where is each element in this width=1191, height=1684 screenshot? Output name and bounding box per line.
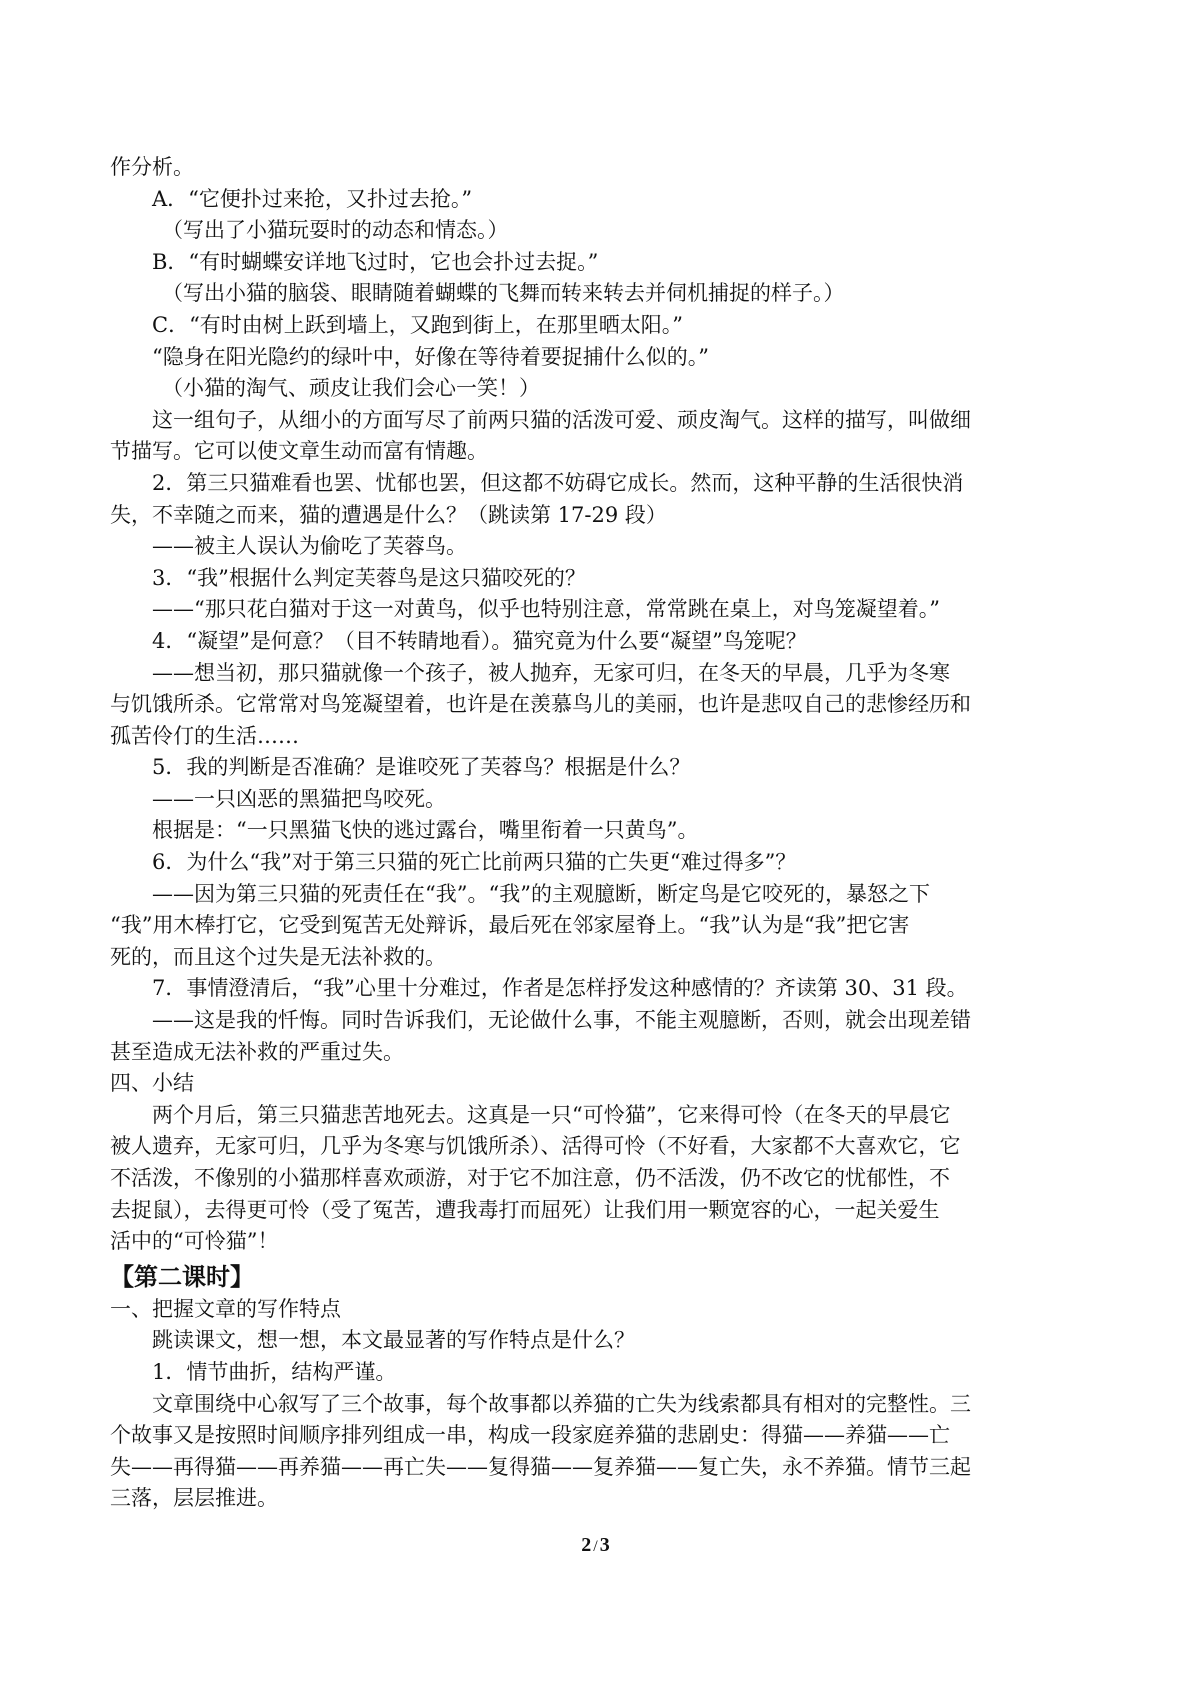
text-line: 2．第三只猫难看也罢、忧郁也罢，但这都不妨碍它成长。然而，这种平静的生活很快消 [152,470,964,495]
text-line: 5．我的判断是否准确？是谁咬死了芙蓉鸟？根据是什么？ [152,755,691,780]
text-line: 这一组句子，从细小的方面写尽了前两只猫的活泼可爱、顽皮淘气。这样的描写，叫做细 [152,407,971,432]
text-line: 7．事情澄清后，“我”心里十分难过，作者是怎样抒发这种感情的？齐读第 30、31 段。 [152,976,968,1001]
text-line: 文章围绕中心叙写了三个故事，每个故事都以养猫的亡失为线索都具有相对的完整性。三 [152,1391,971,1416]
text-line: 4．“凝望”是何意？（目不转睛地看）。猫究竟为什么要“凝望”鸟笼呢？ [152,628,807,653]
document-body [110,152,1090,1515]
text-line: 活中的“可怜猫”！ [110,1229,279,1254]
text-line: 三落，层层推进。 [110,1486,278,1511]
text-line: 个故事又是按照时间顺序排列组成一串，构成一段家庭养猫的悲剧史：得猫——养猫——亡 [110,1423,950,1448]
text-line: 不活泼，不像别的小猫那样喜欢顽游，对于它不加注意，仍不活泼，仍不改它的忧郁性，不 [110,1166,950,1190]
text-line: （写出了小猫玩耍时的动态和情态。） [162,218,509,243]
text-line: （写出小猫的脑袋、眼睛随着蝴蝶的飞舞而转来转去并伺机捕捉的样子。） [162,281,845,306]
text-line: 根据是：“一只黑猫飞快的逃过露台，嘴里衔着一只黄鸟”。 [152,818,699,843]
text-line: 被人遗弃，无家可归，几乎为冬寒与饥饿所杀）、活得可怜（不好看，大家都不大喜欢它，它 [110,1134,961,1159]
text-line: B．“有时蝴蝶安详地飞过时，它也会扑过去捉。” [152,249,599,274]
text-line: 失——再得猫——再养猫——再亡失——复得猫——复养猫——复亡失，永不养猫。情节三起 [110,1454,971,1479]
page-total: 3 [599,1534,610,1556]
text-line: “隐身在阳光隐约的绿叶中，好像在等待着要捉捕什么似的。” [152,344,709,369]
text-line: 孤苦伶仃的生活…… [110,723,299,748]
text-line: ——这是我的忏悔。同时告诉我们，无论做什么事，不能主观臆断，否则，就会出现差错 [152,1008,971,1033]
text-line: C．“有时由树上跃到墙上，又跑到街上，在那里晒太阳。” [152,312,684,337]
text-line: （小猫的淘气、顽皮让我们会心一笑！） [162,376,540,401]
text-line: ——一只凶恶的黑猫把鸟咬死。 [152,786,446,811]
section-heading: 【第二课时】 [110,1262,254,1291]
page-separator: / [593,1538,598,1555]
page-current: 2 [581,1534,592,1556]
page-number [0,1534,1191,1557]
text-line: 跳读课文，想一想，本文最显著的写作特点是什么？ [152,1328,635,1353]
text-line: 6．为什么“我”对于第三只猫的死亡比前两只猫的亡失更“难过得多”？ [152,850,797,875]
text-line: ——因为第三只猫的死责任在“我”。“我”的主观臆断，断定鸟是它咬死的，暴怒之下 [152,881,930,906]
text-line: 死的，而且这个过失是无法补救的。 [110,944,446,969]
text-line: 失，不幸随之而来，猫的遭遇是什么？（跳读第 17-29 段） [110,502,667,527]
text-line: A．“它便扑过来抢，又扑过去抢。” [152,186,473,211]
text-line: 1．情节曲折，结构严谨。 [152,1359,397,1384]
text-line: 3．“我”根据什么判定芙蓉鸟是这只猫咬死的？ [152,565,586,590]
text-line: “我”用木棒打它，它受到冤苦无处辩诉，最后死在邻家屋脊上。“我”认为是“我”把它害 [110,913,910,938]
text-line: 甚至造成无法补救的严重过失。 [110,1039,404,1064]
text-line: 一、把握文章的写作特点 [110,1296,341,1321]
text-line: ——“那只花白猫对于这一对黄鸟，似乎也特别注意，常常跳在桌上，对鸟笼凝望着。” [152,597,940,622]
text-line: 四、小结 [110,1071,194,1096]
text-line: 节描写。它可以使文章生动而富有情趣。 [110,439,488,464]
text-line: 两个月后，第三只猫悲苦地死去。这真是一只“可怜猫”，它来得可怜（在冬天的早晨它 [152,1102,951,1127]
text-line: ——被主人误认为偷吃了芙蓉鸟。 [152,534,467,559]
text-line: 作分析。 [110,155,194,179]
text-line: ——想当初，那只猫就像一个孩子，被人抛弃，无家可归，在冬天的早晨，几乎为冬寒 [152,660,950,685]
text-line: 与饥饿所杀。它常常对鸟笼凝望着，也许是在羡慕鸟儿的美丽，也许是悲叹自己的悲惨经历和 [110,692,971,717]
text-line: 去捉鼠），去得更可怜（受了冤苦，遭我毒打而屈死）让我们用一颗宽容的心，一起关爱生 [110,1197,940,1222]
